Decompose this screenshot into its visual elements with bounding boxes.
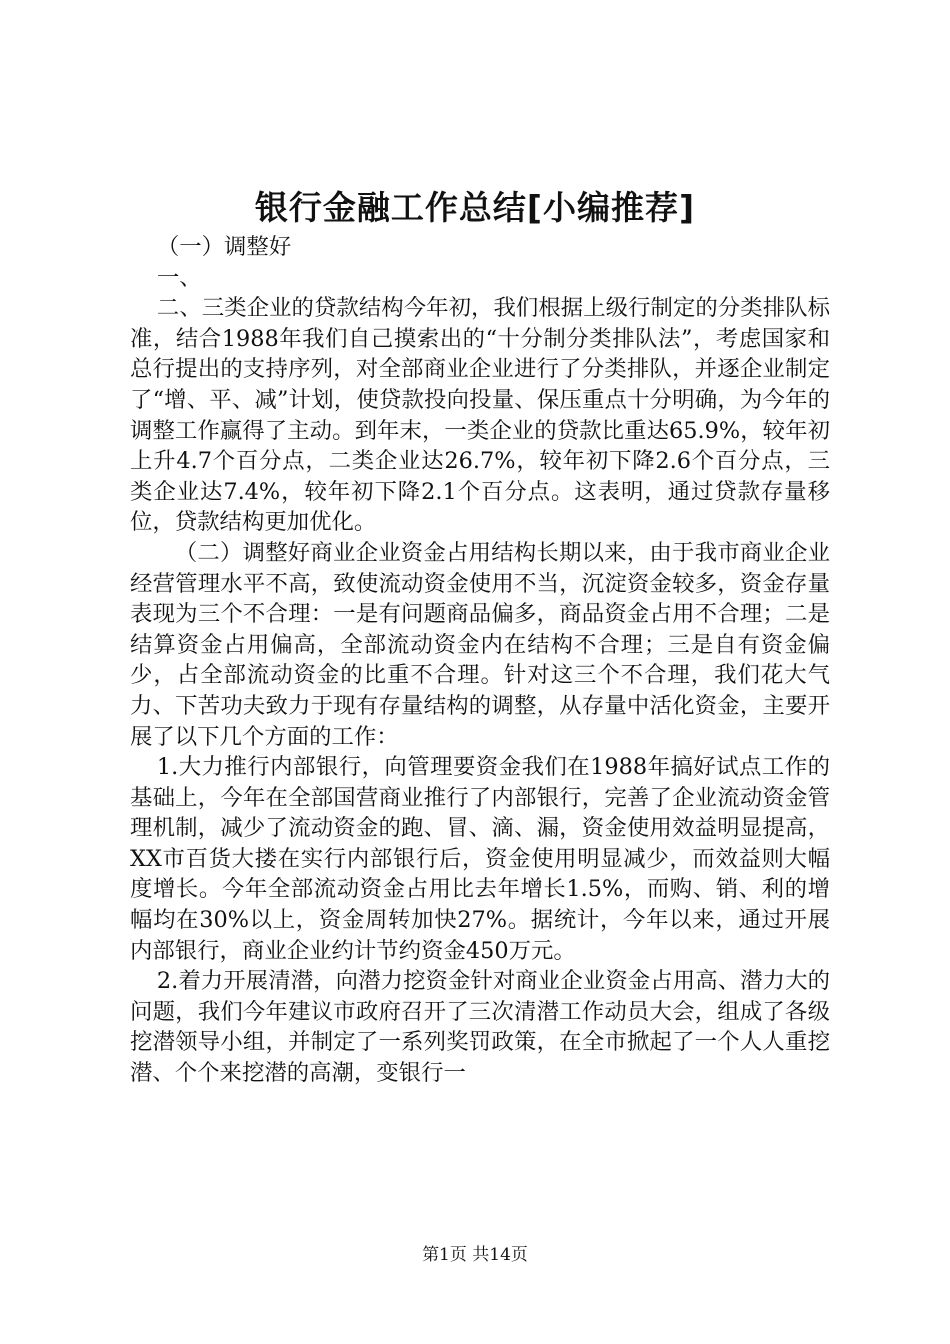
paragraph-internal-bank: 1.大力推行内部银行，向管理要资金我们在1988年搞好试点工作的基础上，今年在全部国营商业推行了内部银行，完善了企业流动资金管理机制，减少了流动资金的跑、冒、滴、漏，资金使用效益明显提高，XX市百货大搂在实行内部银行后，资金使用明显减少，而效益则大幅度增长。今年全部流动资金占用比去年增长1.5%，而购、销、利的增幅均在30%以上，资金周转加快27%。据统计，今年以来，通过开展内部银行，商业企业约计节约资金450万元。 [130,754,830,964]
document-body [130,232,830,1089]
paragraph-loan-structure: 二、三类企业的贷款结构今年初，我们根据上级行制定的分类排队标准，结合1988年我们自己摸索出的“十分制分类排队法”，考虑国家和总行提出的支持序列，对全部商业企业进行了分类排队，并逐企业制定了“增、平、减”计划，使贷款投向投量、保压重点十分明确，为今年的调整工作赢得了主动。到年末，一类企业的贷款比重达65.9%，较年初上升4.7个百分点，二类企业达26.7%，较年初下降2.6个百分点，三类企业达7.4%，较年初下降2.1个百分点。这表明，通过贷款存量移位，贷款结构更加优化。 [130,295,830,536]
paragraph-capital-structure: （二）调整好商业企业资金占用结构长期以来，由于我市商业企业经营管理水平不高，致使流动资金使用不当，沉淀资金较多，资金存量表现为三个不合理：一是有问题商品偏多，商品资金占用不合理；二是结算资金占用偏高，全部流动资金内在结构不合理；三是自有资金偏少，占全部流动资金的比重不合理。针对这三个不合理，我们花大气力、下苦功夫致力于现有存量结构的调整，从存量中活化资金，主要开展了以下几个方面的工作： [130,539,830,750]
page-footer: 第1页 共14页 [422,1245,528,1265]
paragraph-section-heading: （一）调整好 [156,234,292,260]
document-title: 银行金融工作总结[小编推荐] [254,188,696,227]
paragraph-clearing-potential: 2.着力开展清潜，向潜力挖资金针对商业企业资金占用高、潜力大的问题，我们今年建议市政府召开了三次清潜工作动员大会，组成了各级挖潜领导小组，并制定了一系列奖罚政策，在全市掀起了一个人人重挖潜、个个来挖潜的高潮，变银行一 [130,968,830,1087]
paragraph-numeral: 一、 [156,264,202,291]
